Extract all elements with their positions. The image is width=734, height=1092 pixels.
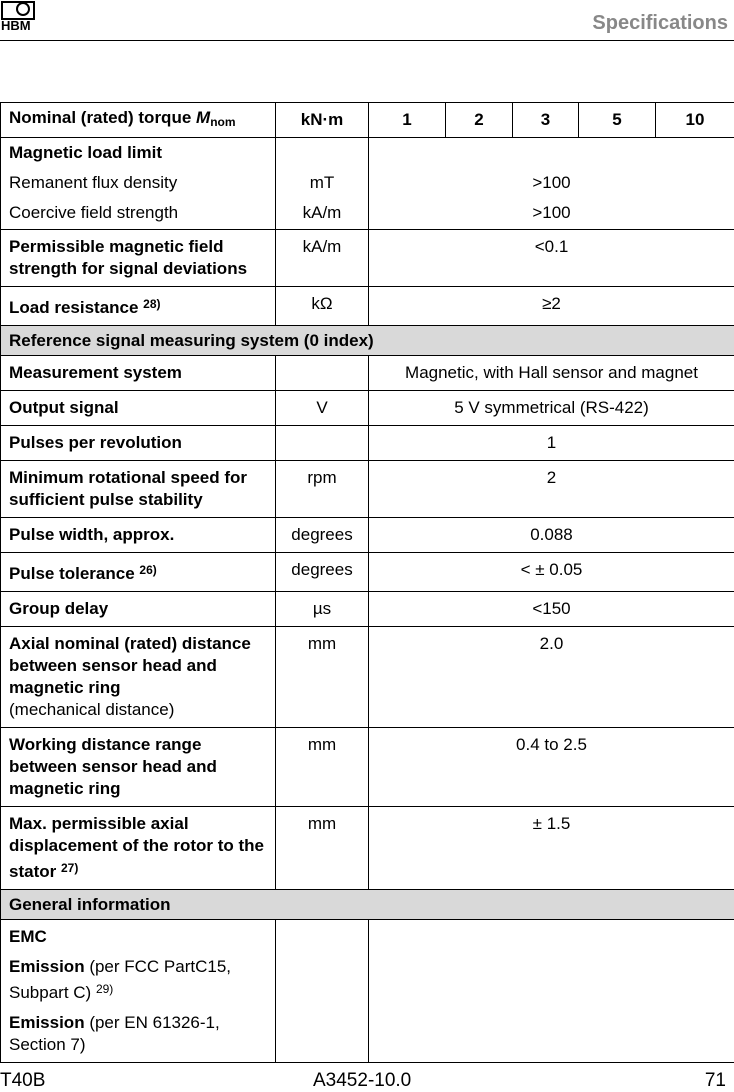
- axial-distance-label: Axial nominal (rated) distance between sensor head and magnetic ring: [9, 633, 267, 699]
- footer-page-number: 71: [705, 1070, 726, 1092]
- remanent-label: Remanent flux density: [9, 172, 267, 194]
- table-header-row: [1, 103, 734, 138]
- working-distance-label: Working distance range between sensor head and magnetic ring: [1, 728, 276, 807]
- header-rule: [0, 40, 734, 41]
- permissible-value: <0.1: [369, 230, 734, 287]
- group-delay-label: Group delay: [1, 592, 276, 627]
- torque-10: 10: [656, 103, 734, 138]
- table-row: [1, 287, 734, 326]
- table-row: [1, 356, 734, 391]
- axial-distance-extra: (mechanical distance): [9, 699, 267, 721]
- emission-en: Emission (per EN 61326-1, Section 7): [9, 1012, 267, 1056]
- min-speed-value: 2: [369, 461, 734, 518]
- table-row: [1, 553, 734, 592]
- coercive-value: >100: [377, 202, 726, 224]
- table-row: [1, 518, 734, 553]
- axial-distance-unit: mm: [276, 627, 369, 728]
- magnetic-load-limit-label: Magnetic load limit: [9, 142, 267, 164]
- ref-section-title: Reference signal measuring system (0 index): [1, 326, 734, 356]
- section-row: [1, 326, 734, 356]
- load-resistance-value: ≥2: [369, 287, 734, 326]
- remanent-value: >100: [377, 172, 726, 194]
- pulse-tolerance-unit: degrees: [276, 553, 369, 592]
- coercive-label: Coercive field strength: [9, 202, 267, 224]
- torque-1: 1: [369, 103, 446, 138]
- pulses-value: 1: [369, 426, 734, 461]
- torque-5: 5: [579, 103, 656, 138]
- output-signal-value: 5 V symmetrical (RS-422): [369, 391, 734, 426]
- load-resistance-unit: kΩ: [276, 287, 369, 326]
- spec-table: [0, 102, 734, 1063]
- axial-distance-value: 2.0: [369, 627, 734, 728]
- min-speed-label: Minimum rotational speed for sufficient pulse stability: [1, 461, 276, 518]
- group-delay-unit: µs: [276, 592, 369, 627]
- group-delay-value: <150: [369, 592, 734, 627]
- emc-label: EMC: [9, 926, 267, 948]
- max-displacement-value: ± 1.5: [369, 807, 734, 890]
- working-distance-unit: mm: [276, 728, 369, 807]
- table-row: [1, 230, 734, 287]
- logo-text: HBM: [1, 19, 31, 33]
- measurement-system-value: Magnetic, with Hall sensor and magnet: [369, 356, 734, 391]
- footer-model: T40B: [0, 1070, 45, 1092]
- min-speed-unit: rpm: [276, 461, 369, 518]
- max-displacement-label: Max. permissible axial displacement of the rotor to the stator $^{27)}$: [1, 807, 276, 890]
- pulses-label: Pulses per revolution: [1, 426, 276, 461]
- general-section-title: General information: [1, 890, 734, 920]
- section-row: [1, 890, 734, 920]
- permissible-unit: kA/m: [276, 230, 369, 287]
- table-row: [1, 728, 734, 807]
- output-signal-label: Output signal: [1, 391, 276, 426]
- table-row: [1, 592, 734, 627]
- table-row: [1, 627, 734, 728]
- remanent-unit: mT: [284, 172, 360, 194]
- load-resistance-label: Load resistance $^{28)}$: [1, 287, 276, 326]
- pulse-width-unit: degrees: [276, 518, 369, 553]
- table-row: [1, 461, 734, 518]
- table-row: [1, 807, 734, 890]
- hbm-logo: [1, 1, 37, 33]
- torque-3: 3: [513, 103, 579, 138]
- torque-2: 2: [446, 103, 513, 138]
- emission-fcc: Emission (per FCC PartC15, Subpart C) $^{29)}$: [9, 956, 267, 1004]
- pulse-tolerance-label: Pulse tolerance $^{26)}$: [1, 553, 276, 592]
- permissible-label: Permissible magnetic field strength for signal deviations: [1, 230, 276, 287]
- table-row: [1, 391, 734, 426]
- table-row: [1, 426, 734, 461]
- pulse-width-value: 0.088: [369, 518, 734, 553]
- working-distance-value: 0.4 to 2.5: [369, 728, 734, 807]
- max-displacement-unit: mm: [276, 807, 369, 890]
- measurement-system-label: Measurement system: [1, 356, 276, 391]
- output-signal-unit: V: [276, 391, 369, 426]
- table-row: [1, 138, 734, 230]
- pulse-width-label: Pulse width, approx.: [1, 518, 276, 553]
- table-row: [1, 920, 734, 1063]
- section-title: Specifications: [592, 12, 728, 35]
- footer-doc-number: A3452-10.0: [313, 1070, 411, 1092]
- pulse-tolerance-value: < ± 0.05: [369, 553, 734, 592]
- nominal-torque-label: Nominal (rated) torque $M_{nom}$: [1, 103, 276, 138]
- unit-header: kN·m: [276, 103, 369, 138]
- coercive-unit: kA/m: [284, 202, 360, 224]
